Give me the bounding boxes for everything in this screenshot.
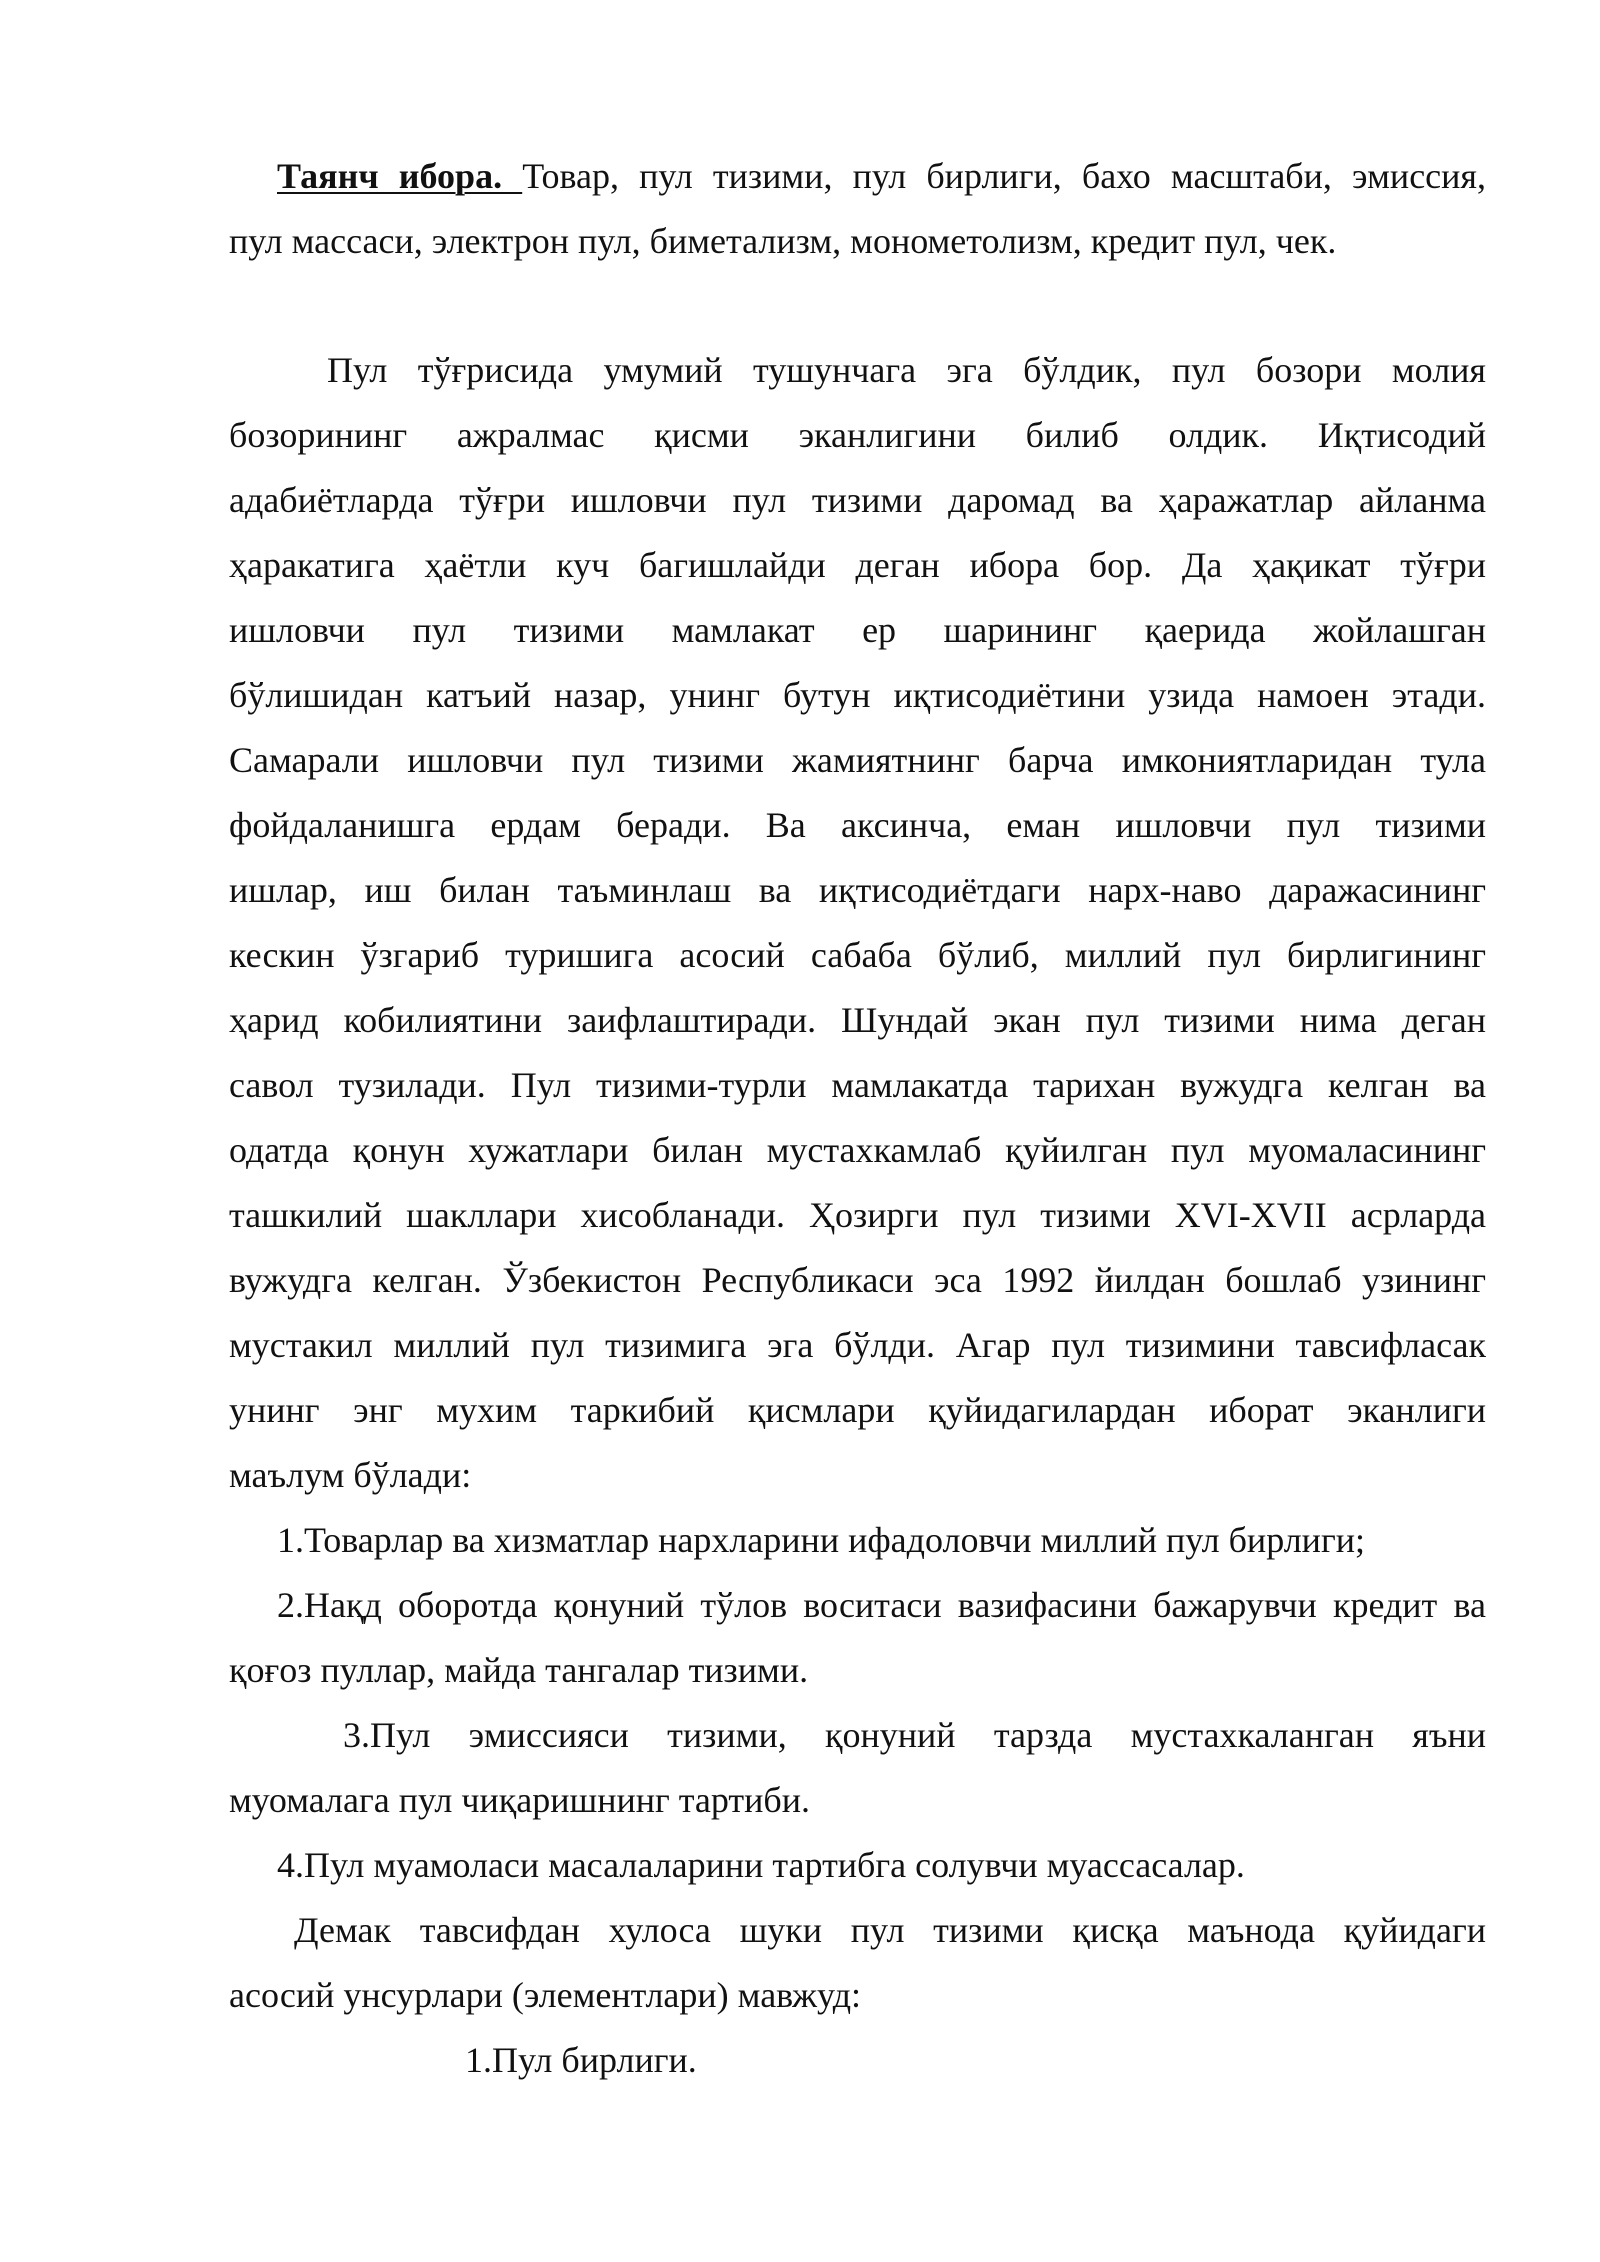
paragraph-line-13: одатда қонун хужатлари билан мустахкамлаб қуйилган пул муомаласининг <box>229 1130 1486 1170</box>
list-item-1: 1.Товарлар ва хизматлар нархларини ифадоловчи миллий пул бирлиги; <box>277 1520 1365 1560</box>
keywords-list-part-1: Товар, пул тизими, пул бирлиги, бахо масштаби, эмиссия, <box>522 156 1486 196</box>
paragraph-line-11: ҳарид кобилиятини заифлаштиради. Шундай экан пул тизими нима деган <box>229 1000 1486 1040</box>
paragraph-line-12: савол тузилади. Пул тизими-турли мамлакатда тарихан вужудга келган ва <box>229 1065 1486 1105</box>
keywords-label: Таянч ибора. <box>277 156 523 196</box>
paragraph-line-3: адабиётларда тўғри ишловчи пул тизими даромад ва ҳаражатлар айланма <box>229 480 1486 520</box>
list-item-2-line-1: 2.Нақд оборотда қонуний тўлов воситаси вазифасини бажарувчи кредит ва <box>277 1585 1486 1625</box>
paragraph-line-16: мустакил миллий пул тизимига эга бўлди. Агар пул тизимини тавсифласак <box>229 1325 1486 1365</box>
paragraph-line-15: вужудга келган. Ўзбекистон Республикаси эса 1992 йилдан бошлаб узининг <box>229 1260 1486 1300</box>
list-item-4: 4.Пул муамоласи масалаларини тартибга солувчи муассасалар. <box>277 1845 1245 1885</box>
paragraph-line-17: унинг энг мухим таркибий қисмлари қуйидагилардан иборат эканлиги <box>229 1390 1486 1430</box>
paragraph-line-2: бозорининг ажралмас қисми эканлигини билиб олдик. Иқтисодий <box>229 415 1486 455</box>
paragraph-line-1: Пул тўғрисида умумий тушунчага эга бўлдик, пул бозори молия <box>327 350 1486 390</box>
keywords-line-2: пул массаси, электрон пул, биметализм, монометолизм, кредит пул, чек. <box>229 221 1337 261</box>
paragraph-line-7: Самарали ишловчи пул тизими жамиятнинг барча имкониятларидан тула <box>229 740 1486 780</box>
paragraph-line-8: фойдаланишга ердам беради. Ва аксинча, еман ишловчи пул тизими <box>229 805 1486 845</box>
paragraph-line-9: ишлар, иш билан таъминлаш ва иқтисодиётдаги нарх-наво даражасининг <box>229 870 1486 910</box>
conclusion-line-1: Демак тавсифдан хулоса шуки пул тизими қисқа маънода қуйидаги <box>294 1910 1486 1950</box>
element-item-1: 1.Пул бирлиги. <box>465 2040 697 2080</box>
paragraph-line-18: маълум бўлади: <box>229 1455 472 1495</box>
conclusion-line-2: асосий унсурлари (элементлари) мавжуд: <box>229 1975 862 2015</box>
paragraph-line-4: ҳаракатига ҳаётли куч багишлайди деган ибора бор. Да ҳақикат тўғри <box>229 545 1486 585</box>
paragraph-line-5: ишловчи пул тизими мамлакат ер шарининг қаерида жойлашган <box>229 610 1486 650</box>
keywords-line-1 <box>277 154 1486 198</box>
list-item-2-line-2: қоғоз пуллар, майда тангалар тизими. <box>229 1650 809 1690</box>
paragraph-line-6: бўлишидан катъий назар, унинг бутун иқтисодиётини узида намоен этади. <box>229 675 1486 715</box>
list-item-3-line-1: 3.Пул эмиссияси тизими, қонуний тарзда мустахкаланган яъни <box>343 1715 1486 1755</box>
paragraph-line-14: ташкилий шакллари хисобланади. Ҳозирги пул тизими XVI-XVII асрларда <box>229 1195 1486 1235</box>
paragraph-line-10: кескин ўзгариб туришига асосий сабаба бўлиб, миллий пул бирлигининг <box>229 935 1486 975</box>
list-item-3-line-2: муомалага пул чиқаришнинг тартиби. <box>229 1780 811 1820</box>
